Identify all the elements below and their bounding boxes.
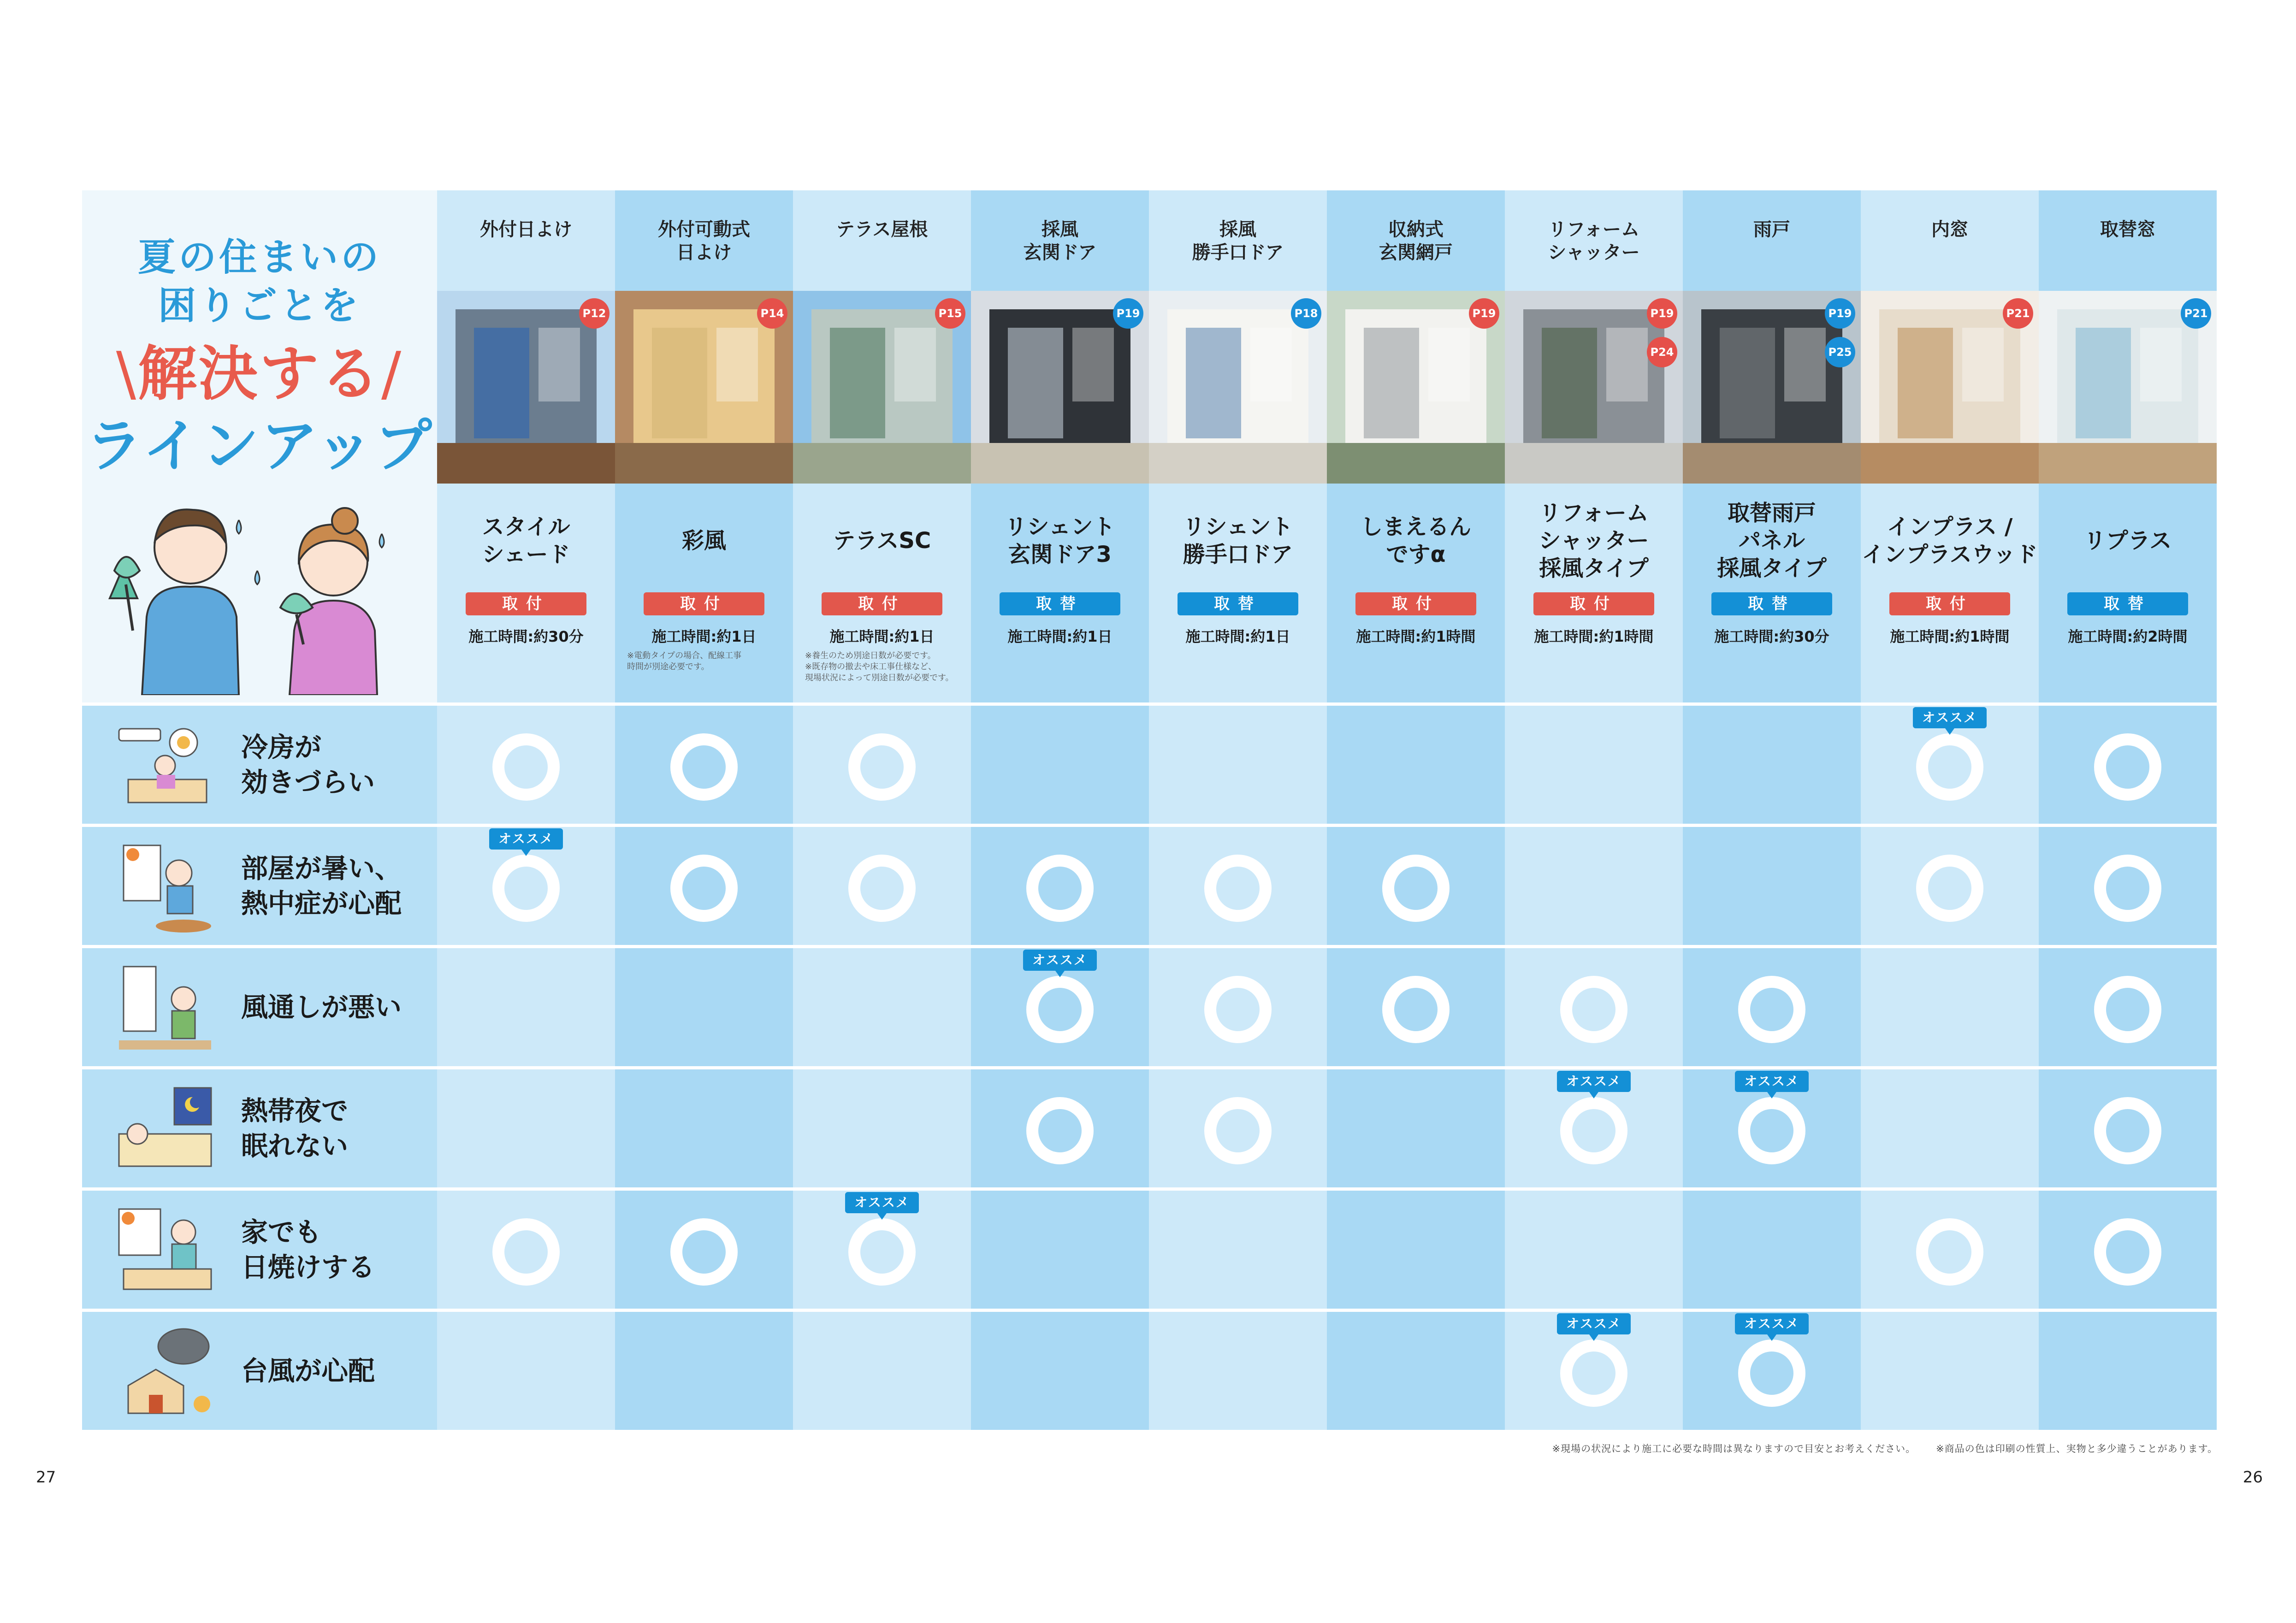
match-cell [971,1191,1149,1309]
match-cell [1149,706,1327,824]
product-column [1149,190,1327,703]
match-cell [2039,1069,2217,1187]
product-category: 収納式 玄関網戸 [1379,219,1453,263]
problem-illustration [114,962,216,1054]
match-circle [1560,1340,1627,1407]
match-circle [1204,976,1272,1043]
problem-row-header [82,1312,437,1430]
match-cell [437,706,615,824]
title-panel [82,190,437,703]
match-circle [670,1218,738,1286]
recommended-tag: オススメ [845,1192,919,1213]
match-circle [1916,855,1983,922]
product-column [1683,190,1861,703]
construction-time: 施工時間:約1日 [1185,628,1290,645]
match-circle [1382,855,1450,922]
footnote-2: ※商品の色は印刷の性質上、実物と多少違うことがあります。 [1936,1443,2218,1454]
problem-label: 風通しが悪い [241,992,402,1023]
construction-time: 施工時間:約1日 [1007,628,1112,645]
page-reference-badge[interactable]: P19 [1469,298,1499,329]
construction-time: 施工時間:約1日 [651,628,757,645]
match-cell [971,1069,1149,1187]
match-cell [2039,1312,2217,1430]
construction-time: 施工時間:約30分 [1714,628,1829,645]
match-circle [1560,1097,1627,1164]
row-separator [82,1187,2218,1191]
product-photo [615,291,793,484]
match-cell [1861,1069,2039,1187]
match-circle [1382,976,1450,1043]
product-photo [1327,291,1505,484]
lineup-table [82,190,2218,1436]
match-cell [1149,1191,1327,1309]
construction-time: 施工時間:約1日 [829,628,935,645]
problem-row-header [82,706,437,824]
construction-time: 施工時間:約30分 [468,628,584,645]
construction-time: 施工時間:約1時間 [1534,628,1654,645]
match-circle [2094,976,2161,1043]
match-cell [793,948,971,1066]
match-cell [793,1312,971,1430]
match-cell [1683,1312,1861,1430]
match-cell [1683,827,1861,945]
problem-label: 家でも 日焼けする [241,1216,375,1283]
product-category: テラス屋根 [836,219,928,240]
match-cell [615,1069,793,1187]
product-name: リフォーム シャッター 採風タイプ [1539,500,1649,581]
install-type-badge: 取付 [1355,592,1476,615]
page-reference-badge[interactable]: P18 [1291,298,1321,329]
match-cell [615,948,793,1066]
page-reference-badge[interactable]: P15 [935,298,965,329]
problem-illustration [114,841,216,933]
page-reference-badge[interactable]: P24 [1647,337,1677,367]
match-cell [2039,827,2217,945]
match-cell [1505,1312,1683,1430]
problem-row-header [82,1069,437,1187]
match-circle [1738,976,1805,1043]
match-circle [848,733,916,801]
match-cell [615,1191,793,1309]
product-name: しまえるん ですα [1360,514,1471,567]
product-photo [437,291,615,484]
construction-time: 施工時間:約1時間 [1356,628,1476,645]
match-cell [1683,1069,1861,1187]
match-cell [437,1069,615,1187]
match-circle [1204,1097,1272,1164]
recommended-tag: オススメ [1557,1313,1631,1334]
header-separator [82,702,2218,706]
product-photo [971,291,1149,484]
page-reference-badge[interactable]: P21 [2181,298,2211,329]
match-cell [1861,706,2039,824]
match-cell [437,827,615,945]
match-cell [1683,948,1861,1066]
problem-illustration [114,1326,216,1418]
match-circle [492,1218,560,1286]
match-circle [2094,733,2161,801]
product-photo [1683,291,1861,484]
product-column [2039,190,2217,703]
construction-time: 施工時間:約2時間 [2068,628,2188,645]
problem-label: 部屋が暑い、 熱中症が心配 [241,853,402,919]
match-circle [492,733,560,801]
install-type-badge: 取付 [466,592,586,615]
match-cell [1149,1069,1327,1187]
recommended-tag: オススメ [1735,1071,1809,1092]
match-circle [2094,1218,2161,1286]
page-reference-badge[interactable]: P19 [1113,298,1143,329]
product-name: リシェント 勝手口ドア [1183,514,1293,567]
problem-illustration [114,1204,216,1297]
problem-label: 熱帯夜で 眠れない [241,1095,349,1162]
product-photo [1505,291,1683,484]
recommended-tag: オススメ [1023,950,1097,971]
page-reference-badge[interactable]: P21 [2003,298,2033,329]
problem-illustration [114,720,216,812]
product-column [1861,190,2039,703]
product-category: 採風 玄関ドア [1023,219,1097,263]
match-cell [1149,948,1327,1066]
page-number-right: 26 [2243,1468,2263,1487]
match-cell [615,827,793,945]
install-type-badge: 取付 [822,592,942,615]
title-line-3 [82,326,437,411]
match-cell [1327,1069,1505,1187]
page-reference-badge[interactable]: P25 [1825,337,1855,367]
match-cell [793,706,971,824]
match-cell [1327,1191,1505,1309]
product-photo [1861,291,2039,484]
page-reference-badge[interactable]: P19 [1825,298,1855,329]
product-category: 内窓 [1931,219,1968,240]
match-cell [971,706,1149,824]
page-reference-badge[interactable]: P14 [757,298,787,329]
match-cell [1149,827,1327,945]
match-circle [670,855,738,922]
install-type-badge: 取付 [1889,592,2010,615]
problem-label: 台風が心配 [241,1355,375,1387]
recommended-tag: オススメ [1557,1071,1631,1092]
problem-row-header [82,827,437,945]
match-cell [971,1312,1149,1430]
product-category: 外付可動式 日よけ [658,219,750,263]
match-cell [1327,827,1505,945]
match-cell [1327,1312,1505,1430]
match-cell [971,827,1149,945]
match-cell [2039,948,2217,1066]
match-cell [2039,706,2217,824]
install-type-badge: 取替 [2067,592,2188,615]
product-name: テラスSC [833,528,931,554]
match-cell [793,1069,971,1187]
match-cell [437,948,615,1066]
footnote-1: ※現場の状況により施工に必要な時間は異なりますので目安とお考えください。 [1552,1443,1916,1454]
product-name: インプラス / インプラスウッド [1862,514,2038,567]
match-cell [1861,827,2039,945]
match-circle [1026,976,1094,1043]
problem-label: 冷房が 効きづらい [241,732,375,798]
product-name: 取替雨戸 パネル 採風タイプ [1717,500,1827,581]
product-column [971,190,1149,703]
recommended-tag: オススメ [1913,707,1987,728]
title-line-4: ラインアップ [85,413,434,479]
construction-time: 施工時間:約1時間 [1890,628,2010,645]
match-circle [1204,855,1272,922]
install-type-badge: 取付 [644,592,764,615]
page-reference-badge[interactable]: P19 [1647,298,1677,329]
product-name: 彩風 [681,528,726,554]
match-circle [1738,1097,1805,1164]
product-category: 採風 勝手口ドア [1192,219,1284,263]
problem-illustration [114,1083,216,1175]
match-cell [971,948,1149,1066]
match-cell [793,827,971,945]
match-cell [1505,706,1683,824]
match-cell [1683,1191,1861,1309]
product-category: 外付日よけ [480,219,572,240]
product-name: リシェント 玄関ドア3 [1005,514,1115,567]
product-photo [2039,291,2217,484]
footnote [1552,1441,2218,1455]
match-cell [1149,1312,1327,1430]
match-circle [1026,855,1094,922]
hot-couple-illustration [105,492,419,695]
install-type-badge: 取替 [1000,592,1120,615]
match-circle [670,733,738,801]
match-circle [2094,855,2161,922]
match-cell [2039,1191,2217,1309]
recommended-tag: オススメ [1735,1313,1809,1334]
problem-row-header [82,948,437,1066]
match-cell [615,706,793,824]
construction-note: ※電動タイプの場合、配線工事 時間が別途必要です。 [627,651,742,672]
row-separator [82,824,2218,827]
install-type-badge: 取替 [1711,592,1832,615]
match-cell [437,1191,615,1309]
match-cell [1327,706,1505,824]
product-category: 取替窓 [2100,219,2155,240]
match-cell [1861,1191,2039,1309]
page-reference-badge[interactable]: P12 [579,298,610,329]
row-separator [82,1066,2218,1069]
product-photo [793,291,971,484]
problem-row-header [82,1191,437,1309]
match-circle [492,855,560,922]
title-line-1: 夏の住まいの [137,236,381,279]
row-separator [82,1309,2218,1312]
match-cell [1861,1312,2039,1430]
product-photo [1149,291,1327,484]
match-cell [437,1312,615,1430]
match-circle [1916,733,1983,801]
product-column [793,190,971,703]
match-cell [1505,948,1683,1066]
title-slash-right: / [381,340,403,408]
match-cell [1505,1191,1683,1309]
match-circle [848,1218,916,1286]
product-column [437,190,615,703]
match-cell [1505,1069,1683,1187]
page-number-left: 27 [36,1468,56,1487]
product-category: リフォーム シャッター [1548,219,1640,263]
product-name: スタイル シェード [482,514,570,567]
match-cell [1505,827,1683,945]
match-cell [1683,706,1861,824]
match-cell [615,1312,793,1430]
install-type-badge: 取付 [1533,592,1654,615]
title-line-2: 困りごとを [158,284,361,328]
install-type-badge: 取替 [1178,592,1298,615]
match-cell [1327,948,1505,1066]
match-circle [2094,1097,2161,1164]
match-cell [1861,948,2039,1066]
title-slash-left: \ [116,340,138,408]
match-circle [848,855,916,922]
construction-note: ※養生のため別途日数が必要です。 ※既存物の撤去や床工事仕様など、 現場状況によって別途日数が必要です。 [805,651,954,683]
product-column [1327,190,1505,703]
match-circle [1916,1218,1983,1286]
product-column [615,190,793,703]
recommended-tag: オススメ [489,828,563,850]
product-category: 雨戸 [1753,219,1790,240]
product-column [1505,190,1683,703]
row-separator [82,945,2218,948]
title-emphasis: 解決する [137,340,381,408]
match-cell [793,1191,971,1309]
match-circle [1026,1097,1094,1164]
product-name: リプラス [2083,528,2172,554]
match-circle [1560,976,1627,1043]
match-circle [1738,1340,1805,1407]
